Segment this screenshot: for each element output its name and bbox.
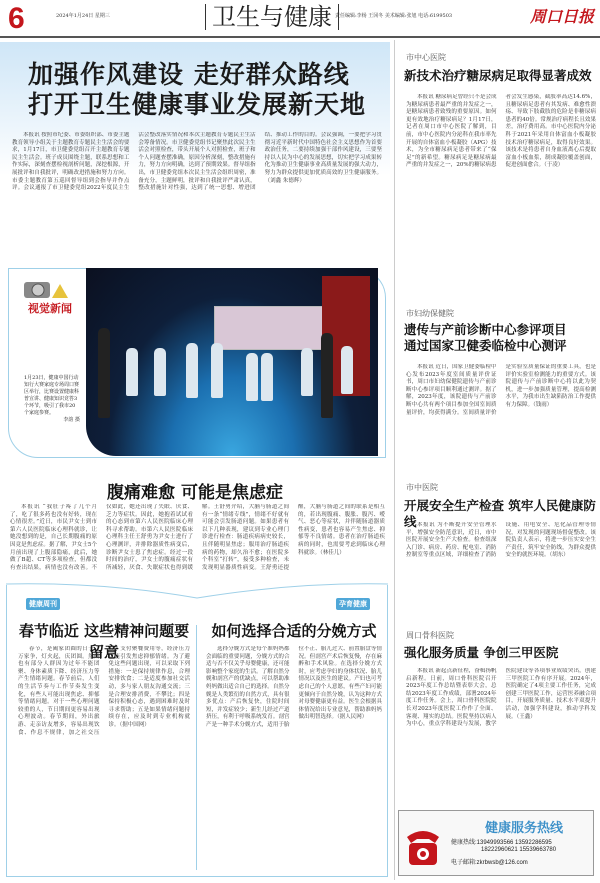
newspaper-logo: 周口日报	[530, 7, 595, 26]
prenatal-headline: 遗传与产前诊断中心参评项目 通过国家卫健委临检中心测评	[404, 322, 567, 353]
festival-body: 春节，是阖家团圆的日子，万家争，灯火起，庆团圆。然而也有部分人群因为过年不能团聚、身体素质下降、经济压力等产生情绪问题。春节前后，人们的生活节奏与工作节奏发生变化，有些人可能出现焦虑、抑郁等情绪问题。对于一些心理问题较重的人，节日期间更容易出现心理波动。春节期间，外出旅游、走亲访友增多，容易出现饮食、作息不规律，加之社交压力、支付聚餐费用等，经济压力可能引发焦虑抑郁情绪。为了避免这些问题出现，可以采取下列措施：一是保持规律作息，合理安排饮食；二是适度参加社交活动，多与家人朋友沟通交流；三是合理安排消费，不攀比；四是保持积极心态，遇到困难时及时寻求帮助；五是如果情绪问题持续存在，应及时到专业机构就诊。（据中国网）	[18, 646, 190, 736]
host-figure	[98, 328, 110, 418]
safety-body: 本报讯 为不断提升安全管理水平，增强安全防范意识，近日，市中医院开展安全生产大检查。检查组深入门诊、病房、药房、配电室、消防控制室等重点区域，详细检查了消防设施、用电安全、危化品管理等情况，对发现的问题现场督促整改。该院负责人表示，将进一步压实安全生产责任，筑牢安全防线，为群众提供安全的就医环境。（胡东）	[406, 522, 596, 559]
headline-line-2: 打开卫生健康事业发展新天地	[28, 90, 367, 119]
performer	[261, 353, 273, 401]
performer	[211, 343, 223, 398]
section-title: 卫生与健康	[205, 4, 339, 30]
dept-label: 周口骨科医院	[406, 631, 454, 640]
lead-headline	[28, 60, 366, 120]
diabetic-foot-headline: 新技术治疗糖尿病足取得显著成效	[404, 68, 592, 83]
phone-label: 健康热线:	[451, 840, 477, 846]
dept-label: 市中心医院	[406, 53, 446, 62]
childbirth-body: 选择分娩方式是每个准妈妈都会面临的重要问题，分娩方式的合适与否不仅关乎母婴健康，还可能影响整个家庭的生活。了解自然分娩和剖宫产的优缺点，可以帮助准妈妈做出适合自己的选择。自然分娩是人类繁衍的自然方式，具有很多优点：产后恢复快，住院时间短，并发症较少；新生儿经过产道挤压，有利于呼吸系统发育。剖宫产是一种手术分娩方式，适用于胎位不正、胎儿过大、前置胎盘等情况。但剖宫产术后恢复慢，存在麻醉和手术风险。在选择分娩方式时，应考虑孕妇的身体状况、胎儿情况以及医生的建议。产妇也可考虑自己的个人意愿，有些产妇可能更倾向于自然分娩，认为这种方式对母婴健康更有益。医生会根据具体情况给出专业意见，帮助准妈妈做出明智选择。（据人民网）	[206, 646, 382, 728]
hotline-email	[451, 857, 528, 866]
performer	[301, 348, 313, 396]
lead-article	[0, 42, 390, 264]
header-rule	[0, 36, 600, 38]
news-photo	[86, 268, 378, 456]
issue-date: 2024年1月24日 星期三	[56, 13, 110, 19]
photo-credit: 李韵 摄	[63, 417, 80, 423]
anxiety-body: 本报讯 “我肚子疼了几个月了，吃了很多药也没有好转，现在心情很差。”近日，市民尹女士到市第六人民医院临床心理科就诊，让她没想到的是，自己长期腹痛的原因竟是焦虑症。据了解，尹女士5个月前出现了上腹部隐痛，此后，她做了B超、CT等多项检查，但都没有查出结果，病情也没有改善。不仅如此，她还出现了失眠、厌食、乏力等症状。因此，她抱着试试看的心态到市第六人民医院临床心理科寻求帮助。市第六人民医院临床心理科主任王舒勇为尹女士进行了心理测评，并排除器质性病变后，诊断尹女士患了焦虑症。经过一段时间的治疗，尹女士的腹痛症状有所减轻，厌食、失眠症状也得到缓解。王舒勇介绍，大脑与肠道之间有一条“情绪专线”，情绪不好就有可能会引发肠道问题。如果患者有以下几种表现，建议到专业心理门诊进行检查：肠道疾病病史较长，且伴随明显焦虑；服用治疗肠道疾病的药物，却久治不愈；在医院多个科室“打转”，接受多种检查，未发现明显器质性病变。王舒勇还提醒，大脑与肠道之间的联系是相互的，若出现腹痛、腹胀、腹泻、嗳气、恶心等症状，并伴随肠道器质性病变，患者也容易产生焦虑、抑郁等不良情绪。患者在治疗肠道疾病的同时，也需要考虑到临床心理科就诊。（林佳儿）	[10, 504, 385, 571]
photo-caption	[24, 375, 80, 424]
phone-numbers-2: 18222960621 15539663780	[481, 847, 557, 853]
festival-headline: 春节临近 这些精神问题要留意	[18, 622, 190, 661]
hotline-phones	[451, 837, 552, 846]
childbirth-headline: 如何选择合适的分娩方式	[211, 622, 377, 640]
prenatal-body: 本报讯 近日，国家卫健委临检中心发布2023年度室间质量评价证书，周口市妇幼保健院遗传与产前诊断中心参评项目顺利通过测评。据了解，2023年度，该院遗传与产前诊断中心共有两个项目参加全国室间质量评价，均获得满分。室间质量评价是实验室质量保证的重要工具，也是评价实验室检测能力的重要方式。该院遗传与产前诊断中心将以此为契机，进一步加强质量管理，提高检测水平，为我市出生缺陷防治工作提供有力保障。（钱雨）	[406, 364, 596, 416]
host-figure	[321, 333, 333, 418]
performer	[126, 348, 138, 396]
email-label: 电子邮箱:	[451, 860, 477, 866]
dept-label: 市中医院	[406, 483, 438, 492]
right-column-badge: 孕育健康	[336, 598, 370, 610]
dept-label: 市妇幼保健院	[406, 309, 454, 318]
phone-numbers-1: 13949993566 13592286595	[476, 840, 552, 846]
lead-body: 本报讯 按照市纪委、市委组织部、市委主题教育领导小组关于主题教育专题民主生活会的要求，1月17日，市卫健委党组召开主题教育专题民主生活会。班子成员围绕主题，联系思想和工作实际，深刻查摆检视剖析问题，深挖根源，开展批评和自我批评，明确改进措施和努力方向。市委主题教育第五巡回督导组到会指导并作点评。会议通报了市卫健委党组2022年度民主生活会整改落实情况和本次主题教育专题民主生活会筹备情况。市卫健委党组书记聚焦此次民主生活会对照检查，带头开展个人对照检查，班子和个人问题查摆准确，原因分析深刻，整改措施有力，努力方向明确，达到了预期效果。督导组指出，市卫健委党组本次民主生活会组织周密，准备充分，主题鲜明，批评和自我批评严肃认真，整改措施针对性强，达到了统一思想、增进团结、推动工作的目的。会议强调，一要把学习贯彻习近平新时代中国特色社会主义思想作为首要政治任务，二要持续加强干部作风建设，三要坚持以人民为中心的发展思想，切实把学习成果转化为推动卫生健康事业高质量发展的强大动力，努力为群众提供更加优质高效的卫生健康服务。（刘鑫 朱德辉）	[12, 132, 382, 192]
hotline-title: 健康服务热线	[485, 821, 564, 836]
performer	[246, 353, 258, 401]
left-column-badge: 健康周刊	[26, 598, 60, 610]
diabetic-foot-body: 本报讯 糖尿病足曾经只不是会成为糖尿病患者最严重的并发症之一，是糖尿病患者致残的重要原因。如何更有效地治疗糖尿病足？1月17日，记者在周口市中心医院了解到，目前，市中心医院内分泌科在我市率先开展的自体富血小板凝胶（APG）技术，为全市糖尿病足患者带来了“保足”的新希望。糖尿病足是糖尿病最严重的并发症之一，20%的糖尿病患者会发生感染，截肢率高达14.6%，且糖尿病足患者有其发病、难愈性溃疡、导致下肢截肢的危险是非糖尿病患者的40倍。常规治疗病程长且效果差，治疗费用高。市中心医院内分泌科于2021年采用自体富血小板凝胶技术治疗糖尿病足，取得良好效果。该技术是将患者自身血液离心后提取富血小板血浆，制成凝胶覆盖创面，促进创面愈合。（于凌）	[406, 94, 596, 169]
page-number: 6	[8, 2, 25, 35]
headline-line-1: 加强作风建设 走好群众路线	[28, 60, 350, 89]
telephone-icon	[403, 825, 443, 873]
safety-headline: 开展安全生产检查 筑牢人民健康防线	[404, 498, 596, 529]
performer	[186, 343, 198, 398]
performer	[341, 346, 353, 394]
orthopedic-headline: 强化服务质量 争创三甲医院	[404, 645, 559, 660]
editor-info: 责任编辑:李杨 王冈冬 美术编辑:张旭 电话:6199503	[335, 13, 453, 19]
hotline-box	[398, 810, 594, 876]
performer	[154, 348, 166, 396]
column-divider	[196, 625, 197, 870]
anxiety-headline: 腹痛难愈 可能是焦虑症	[107, 483, 283, 503]
caption-text: 1月23日，健康中国行动知行大赛家庭专场周口赛区举行，比赛设置健康科普宣讲、健康知识竞答3个环节，吸引了我市20个家庭参赛。	[24, 375, 80, 416]
right-column-divider	[394, 40, 395, 880]
orthopedic-body: 本报讯 新起点新征程，奋楫扬帆启新程。日前，周口骨科医院召开2023年度工作总结暨表彰大会，总结2023年度工作成绩，部署2024年度工作任务。会上，周口骨科医院院长对2023年度医院工作作了全面、客观、翔实的总结。医院坚持以病人为中心，重点学科建设与发展，教学医院建设等各项事业成绩突出，创建三甲医院工作有序开展。2024年，医院确定了4项主要工作任务，完成创建三甲医院工作，运营医养融合项目，开展服务质量、技术水平双提升活动，加强学科建设，推动学科发展。（王鑫）	[406, 668, 596, 728]
photo-news-tag: 视觉新闻	[28, 302, 72, 315]
email-address[interactable]: zkrbwsb@126.com	[476, 860, 528, 866]
